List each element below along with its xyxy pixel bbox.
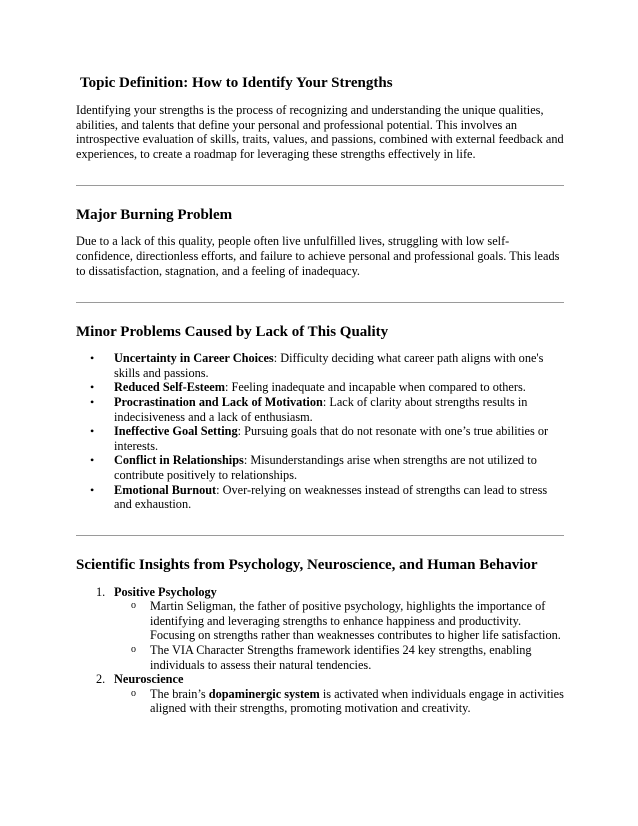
scientific-insights-heading: Scientific Insights from Psychology, Neuroscience, and Human Behavior (76, 556, 538, 573)
sub-item-text: The VIA Character Strengths framework identifies 24 key strengths, enabling individuals to assess their natural tendencies. (150, 643, 532, 672)
sub-item (114, 599, 564, 643)
item-desc: : Lack of clarity about strengths results in indecisiveness and a lack of enthusiasm. (114, 394, 528, 424)
item-number: 2. (96, 672, 106, 687)
item-term: Conflict in Relationships (114, 453, 244, 468)
major-problem-body: Due to a lack of this quality, people often live unfulfilled lives, struggling with low self-confidence, directionless efforts, and failure to achieve personal and professional goals. This leads to dissatisfaction, stagnation, and a feeling of inadequacy. (76, 234, 560, 278)
sub-item (114, 643, 564, 672)
list-item (76, 453, 564, 482)
item-term: Reduced Self-Esteem (114, 380, 225, 395)
major-problem-heading: Major Burning Problem (76, 207, 233, 224)
list-item (76, 380, 564, 395)
document-content (76, 74, 564, 716)
item-desc: : Over-relying on weaknesses instead of strengths can lead to stress and exhaustion. (114, 482, 548, 512)
sub-item-text: Martin Seligman, the father of positive psychology, highlights the importance of identifying and leveraging strengths to enhance happiness and productivity. Focusing on strengths rather than weaknesses contributes to higher life satisfaction. (150, 599, 561, 643)
circle-bullet-icon: o (131, 600, 136, 612)
bullet-icon: • (90, 482, 95, 497)
sub-list (114, 599, 564, 672)
divider (76, 535, 564, 536)
list-item (76, 585, 564, 673)
item-heading: Neuroscience (114, 672, 184, 687)
bullet-icon: • (90, 351, 95, 366)
item-heading: Positive Psychology (114, 584, 217, 599)
bullet-icon: • (90, 394, 95, 409)
divider (76, 185, 564, 186)
sub-item (114, 687, 564, 716)
list-item (76, 351, 564, 380)
item-desc: : Feeling inadequate and incapable when compared to others. (225, 380, 526, 395)
sub-list (114, 687, 564, 716)
item-desc: : Misunderstandings arise when strengths are not utilized to contribute positively to relationships. (114, 453, 537, 482)
list-item (76, 672, 564, 716)
circle-bullet-icon: o (131, 687, 136, 699)
bullet-icon: • (90, 453, 95, 468)
divider (76, 302, 564, 303)
list-item (76, 395, 564, 424)
bullet-icon: • (90, 380, 95, 395)
item-desc: : Pursuing goals that do not resonate with one’s true abilities or interests. (114, 424, 549, 453)
item-term: Ineffective Goal Setting (114, 424, 238, 439)
topic-definition-heading: Topic Definition: How to Identify Your Strengths (80, 75, 393, 91)
sub-item-bold: dopaminergic system (208, 686, 320, 701)
list-item (76, 424, 564, 453)
sub-item-pre: The brain’s (150, 686, 209, 701)
scientific-insights-list (76, 585, 564, 716)
item-number: 1. (96, 584, 106, 599)
minor-problems-heading: Minor Problems Caused by Lack of This Quality (76, 324, 389, 341)
item-term: Uncertainty in Career Choices (114, 351, 274, 366)
item-term: Emotional Burnout (114, 482, 217, 497)
minor-problems-list (76, 351, 564, 512)
circle-bullet-icon: o (131, 644, 136, 656)
item-desc: : Difficulty deciding what career path aligns with one's skills and passions. (114, 351, 544, 380)
topic-definition-body: Identifying your strengths is the process of recognizing and understanding the unique qualities, abilities, and talents that define your personal and professional potential. This involves an introspective evaluation of skills, traits, values, and passions, combined with external feedback and experiences, to create a roadmap for leveraging these strengths effectively in life. (76, 103, 564, 161)
list-item (76, 483, 564, 512)
sub-item-post: is activated when individuals engage in activities aligned with their strengths, promoting motivation and creativity. (150, 686, 564, 716)
item-term: Procrastination and Lack of Motivation (114, 394, 323, 409)
bullet-icon: • (90, 424, 95, 439)
